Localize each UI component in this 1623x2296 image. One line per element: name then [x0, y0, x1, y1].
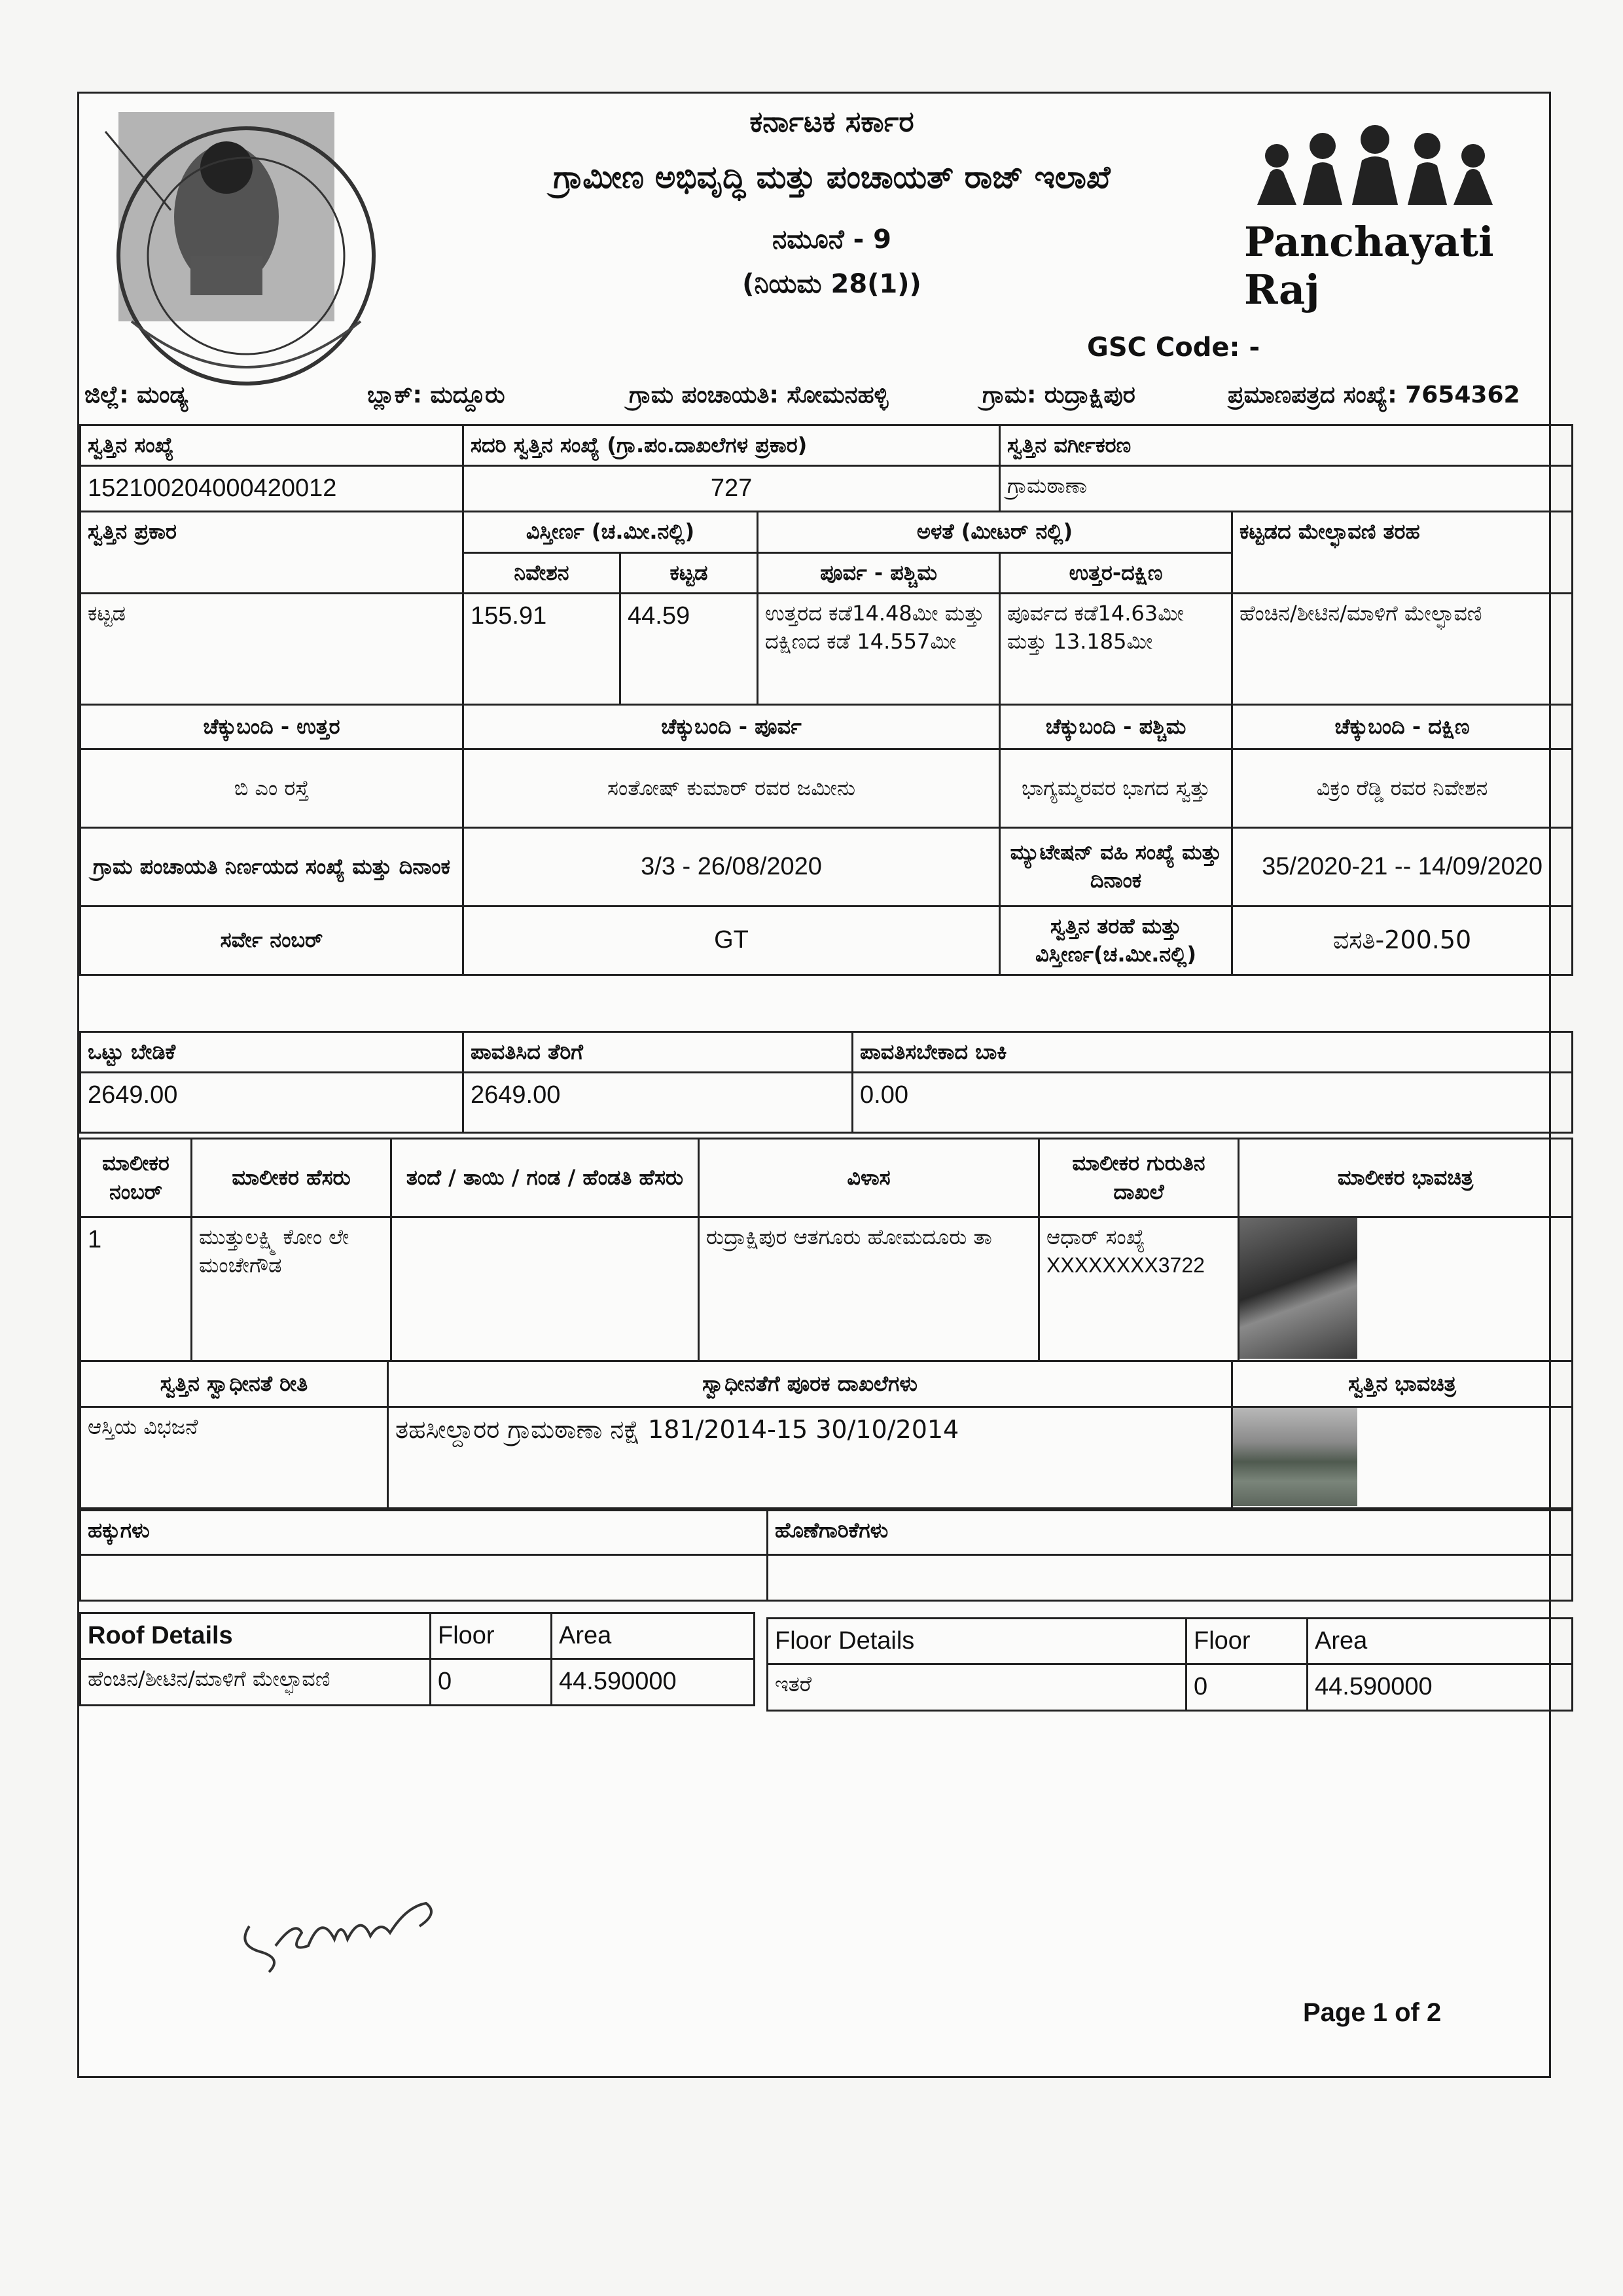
logo-text: Panchayati Raj: [1244, 218, 1494, 314]
roof-details-title: Roof Details: [80, 1613, 431, 1659]
village: ಗ್ರಾಮ: ರುದ್ರಾಕ್ಷಿಪುರ: [982, 382, 1135, 408]
owner-photo: [1240, 1218, 1357, 1359]
north-boundary-label: ಚೆಕ್ಕುಬಂದಿ - ಉತ್ತರ: [80, 704, 463, 749]
ownership-mode-label: ಸ್ವತ್ತಿನ ಸ್ವಾಧೀನತೆ ರೀತಿ: [80, 1361, 388, 1407]
gram-panchayat: ಗ್ರಾಮ ಪಂಚಾಯತಿ: ಸೋಮನಹಳ್ಳಿ: [629, 382, 889, 408]
east-west-value: ಉತ್ತರದ ಕಡೆ14.48ಮೀ ಮತ್ತು ದಕ್ಷಿಣದ ಕಡೆ 14.557ಮೀ: [758, 593, 1000, 704]
dimensions-label: ಅಳತೆ (ಮೀಟರ್ ನಲ್ಲಿ): [758, 512, 1232, 552]
owner-table: [79, 1138, 1573, 1362]
west-boundary-label: ಚೆಕ್ಕುಬಂದಿ - ಪಶ್ಚಿಮ: [1000, 704, 1232, 749]
rights-value: [80, 1555, 768, 1601]
total-demand-value: 2649.00: [80, 1073, 463, 1133]
roof-type-value: ಹೆಂಚಿನ/ಶೀಟಿನ/ಮಾಳಿಗೆ ಮೇಲ್ಛಾವಣಿ: [1232, 593, 1573, 704]
east-boundary-value: ಸಂತೋಷ್ ಕುಮಾರ್ ರವರ ಜಮೀನು: [463, 749, 1000, 827]
site-label: ನಿವೇಶನ: [463, 552, 620, 593]
page-number: Page 1 of 2: [1303, 1998, 1442, 2027]
roof-type: ಹೆಂಚಿನ/ಶೀಟಿನ/ಮಾಳಿಗೆ ಮೇಲ್ಛಾವಣಿ: [80, 1659, 431, 1705]
ownership-docs-label: ಸ್ವಾಧೀನತೆಗೆ ಪೂರಕ ದಾಖಲೆಗಳು: [388, 1361, 1232, 1407]
balance-label: ಪಾವತಿಸಬೇಕಾದ ಬಾಕಿ: [853, 1032, 1573, 1073]
floor-area-value: 44.590000: [1308, 1664, 1573, 1710]
property-table: [79, 424, 1573, 976]
property-id-value: 152100204000420012: [80, 466, 463, 512]
tax-paid-value: 2649.00: [463, 1073, 853, 1133]
owner-id-value: XXXXXXXX3722: [1046, 1253, 1205, 1278]
north-south-label: ಉತ್ತರ-ದಕ್ಷಿಣ: [1000, 552, 1232, 593]
gp-resolution-value: 3/3 - 26/08/2020: [463, 827, 1000, 906]
owner-address: ರುದ್ರಾಕ್ಷಿಪುರ ಆತಗೂರು ಹೋಮದೂರು ತಾ: [699, 1217, 1039, 1361]
building-value: 44.59: [620, 593, 758, 704]
owner-photo-label: ಮಾಲೀಕರ ಭಾವಚಿತ್ರ: [1239, 1139, 1573, 1217]
owner-id-cell: [1039, 1217, 1239, 1361]
gp-resolution-label: ಗ್ರಾಮ ಪಂಚಾಯತಿ ನಿರ್ಣಯದ ಸಂಖ್ಯೆ ಮತ್ತು ದಿನಾಂಕ: [80, 827, 463, 906]
form-number: ನಮೂನೆ - 9: [772, 224, 891, 255]
total-demand-label: ಒಟ್ಟು ಬೇಡಿಕೆ: [80, 1032, 463, 1073]
owner-name: ಮುತ್ತುಲಕ್ಷ್ಮಿ ಕೋಂ ಲೇ ಮಂಚೇಗೌಡ: [192, 1217, 391, 1361]
local-number-label: ಸದರಿ ಸ್ವತ್ತಿನ ಸಂಖ್ಯೆ (ಗ್ರಾ.ಪಂ.ದಾಖಲೆಗಳ ಪ್ರಕಾರ): [463, 425, 1000, 466]
north-south-value: ಪೂರ್ವದ ಕಡೆ14.63ಮೀ ಮತ್ತು 13.185ಮೀ: [1000, 593, 1232, 704]
roof-area-label: Area: [552, 1613, 755, 1659]
site-value: 155.91: [463, 593, 620, 704]
building-label: ಕಟ್ಟಡ: [620, 552, 758, 593]
liabilities-label: ಹೊಣೆಗಾರಿಕೆಗಳು: [768, 1511, 1573, 1555]
usage-value: ವಸತಿ-200.50: [1232, 906, 1573, 975]
karnataka-emblem-icon: [92, 105, 400, 397]
gsc-code: GSC Code: -: [1087, 332, 1260, 363]
owner-name-label: ಮಾಲೀಕರ ಹೆಸರು: [192, 1139, 391, 1217]
south-boundary-value: ವಿಕ್ರಂ ರೆಡ್ಡಿ ರವರ ನಿವೇಶನ: [1232, 749, 1573, 827]
property-photo-cell: [1232, 1407, 1573, 1509]
owner-parent: [391, 1217, 699, 1361]
floor-details-table: [766, 1617, 1573, 1712]
signature: [223, 1848, 459, 1979]
dept-title: ಗ್ರಾಮೀಣ ಅಭಿವೃದ್ಧಿ ಮತ್ತು ಪಂಚಾಯತ್ ರಾಜ್ ಇಲಾಖೆ: [553, 159, 1111, 196]
classification-label: ಸ್ವತ್ತಿನ ವರ್ಗೀಕರಣ: [1000, 425, 1573, 466]
ownership-table: [79, 1360, 1573, 1509]
rights-label: ಹಕ್ಕುಗಳು: [80, 1511, 768, 1555]
owner-address-label: ವಿಳಾಸ: [699, 1139, 1039, 1217]
property-photo: [1233, 1408, 1357, 1506]
property-type-label: ಸ್ವತ್ತಿನ ಪ್ರಕಾರ: [80, 512, 463, 593]
balance-value: 0.00: [853, 1073, 1573, 1133]
floor-floor-label: Floor: [1186, 1619, 1308, 1664]
owner-photo-cell: [1239, 1217, 1573, 1361]
certificate-number: ಪ್ರಮಾಣಪತ್ರದ ಸಂಖ್ಯೆ: 7654362: [1228, 382, 1520, 408]
ownership-docs-value: ತಹಸೀಲ್ದಾರರ ಗ್ರಾಮಠಾಣಾ ನಕ್ಷೆ 181/2014-15 30/10/2014: [388, 1407, 1232, 1509]
ownership-mode-value: ಆಸ್ತಿಯ ವಿಭಜನೆ: [80, 1407, 388, 1509]
east-west-label: ಪೂರ್ವ - ಪಶ್ಚಿಮ: [758, 552, 1000, 593]
floor-details-title: Floor Details: [768, 1619, 1186, 1664]
floor-area-label: Area: [1308, 1619, 1573, 1664]
liabilities-value: [768, 1555, 1573, 1601]
rule-number: (ನಿಯಮ 28(1)): [742, 269, 921, 299]
local-number-value: 727: [463, 466, 1000, 512]
floor-type: ಇತರೆ: [768, 1664, 1186, 1710]
roof-floor-label: Floor: [431, 1613, 552, 1659]
roof-area-value: 44.590000: [552, 1659, 755, 1705]
survey-value: GT: [463, 906, 1000, 975]
west-boundary-value: ಭಾಗ್ಯಮ್ಮರವರ ಭಾಗದ ಸ್ವತ್ತು: [1000, 749, 1232, 827]
tax-paid-label: ಪಾವತಿಸಿದ ತೆರಿಗೆ: [463, 1032, 853, 1073]
area-label: ವಿಸ್ತೀರ್ಣ (ಚ.ಮೀ.ನಲ್ಲಿ): [463, 512, 758, 552]
owner-number: 1: [80, 1217, 192, 1361]
south-boundary-label: ಚೆಕ್ಕುಬಂದಿ - ದಕ್ಷಿಣ: [1232, 704, 1573, 749]
classification-value: ಗ್ರಾಮಠಾಣಾ: [1000, 466, 1573, 512]
property-type-value: ಕಟ್ಟಡ: [80, 593, 463, 704]
floor-floor-value: 0: [1186, 1664, 1308, 1710]
govt-title: ಕರ್ನಾಟಕ ಸರ್ಕಾರ: [749, 105, 914, 139]
roof-details-table: [79, 1612, 755, 1706]
north-boundary-value: ಬಿ ಎಂ ರಸ್ತೆ: [80, 749, 463, 827]
property-id-label: ಸ್ವತ್ತಿನ ಸಂಖ್ಯೆ: [80, 425, 463, 466]
survey-label: ಸರ್ವೇ ನಂಬರ್: [80, 906, 463, 975]
usage-label: ಸ್ವತ್ತಿನ ತರಹೆ ಮತ್ತು ವಿಸ್ತೀರ್ಣ(ಚ.ಮೀ.ನಲ್ಲಿ): [1000, 906, 1232, 975]
certificate-frame: [77, 92, 1551, 2078]
east-boundary-label: ಚೆಕ್ಕುಬಂದಿ - ಪೂರ್ವ: [463, 704, 1000, 749]
block: ಬ್ಲಾಕ್: ಮದ್ದೂರು: [367, 382, 505, 408]
district: ಜಿಲ್ಲೆ: ಮಂಡ್ಯ: [84, 382, 188, 408]
panchayati-raj-logo-icon: [1244, 120, 1506, 314]
roof-floor-value: 0: [431, 1659, 552, 1705]
owner-number-label: ಮಾಲೀಕರ ನಂಬರ್: [80, 1139, 192, 1217]
mutation-value: 35/2020-21 -- 14/09/2020: [1232, 827, 1573, 906]
owner-id-label: ಮಾಲೀಕರ ಗುರುತಿನ ದಾಖಲೆ: [1039, 1139, 1239, 1217]
owner-parent-label: ತಂದೆ / ತಾಯಿ / ಗಂಡ / ಹೆಂಡತಿ ಹೆಸರು: [391, 1139, 699, 1217]
property-photo-label: ಸ್ವತ್ತಿನ ಭಾವಚಿತ್ರ: [1232, 1361, 1573, 1407]
tax-table: [79, 1031, 1573, 1134]
rights-table: [79, 1509, 1573, 1602]
mutation-label: ಮ್ಯುಟೇಷನ್ ವಹಿ ಸಂಖ್ಯೆ ಮತ್ತು ದಿನಾಂಕ: [1000, 827, 1232, 906]
roof-type-label: ಕಟ್ಟಡದ ಮೇಲ್ಛಾವಣಿ ತರಹ: [1232, 512, 1573, 593]
owner-id-type: ಆಧಾರ್ ಸಂಖ್ಯೆ: [1046, 1225, 1145, 1249]
